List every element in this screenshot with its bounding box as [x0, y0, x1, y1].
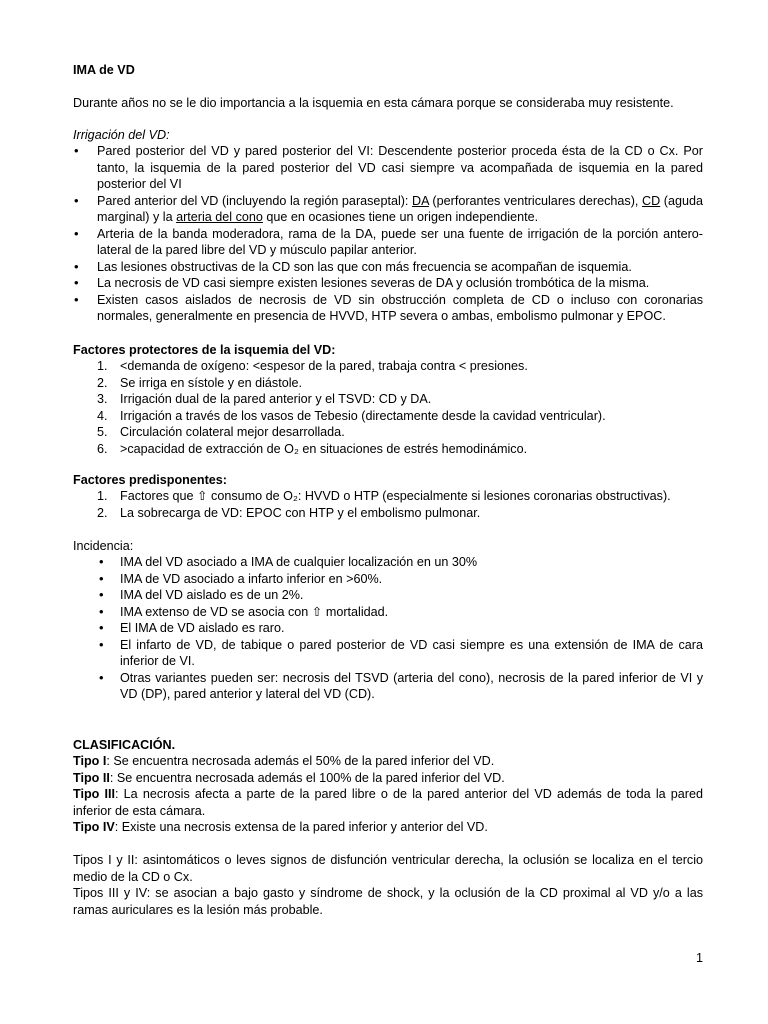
list-item: • Arteria de la banda moderadora, rama de la DA, puede ser una fuente de irrigación de la porción antero-lateral de la pared libre del VD y músculo papilar anterior. — [73, 226, 703, 259]
tipo-entry: Tipo III: La necrosis afecta a parte de la pared libre o de la pared anterior del VD además de toda la pared inferior de esta cámara. — [73, 787, 703, 818]
list-item: • Existen casos aislados de necrosis de VD sin obstrucción completa de CD o incluso con coronarias normales, generalmente en presencia de HVVD, HTP severa o ambas, embolismo pulmonar y EPOC. — [73, 292, 703, 325]
list-item: 5. Circulación colateral mejor desarrollada. — [97, 425, 345, 439]
clasificacion-heading: CLASIFICACIÓN. — [73, 738, 176, 752]
document-title: IMA de VD — [73, 63, 135, 77]
underlined-term: DA — [412, 193, 429, 208]
list-item: • IMA del VD asociado a IMA de cualquier localización en un 30% — [73, 554, 703, 571]
irrigacion-list — [73, 143, 703, 325]
list-item: • El IMA de VD aislado es raro. — [73, 620, 703, 637]
list-item: • Pared anterior del VD (incluyendo la región paraseptal): DA (perforantes ventriculares derechas), CD (aguda marginal) y la arteria del cono que en ocasiones tiene un origen independiente. — [73, 193, 703, 226]
predisponentes-list — [73, 488, 703, 521]
list-item: • El infarto de VD, de tabique o pared posterior de VD casi siempre es una extensión de IMA de cara inferior de VI. — [73, 637, 703, 670]
list-item: • IMA extenso de VD se asocia con ⇧ mortalidad. — [73, 604, 703, 621]
list-item: 3. Irrigación dual de la pared anterior y el TSVD: CD y DA. — [97, 392, 432, 406]
list-item: 4. Irrigación a través de los vasos de Tebesio (directamente desde la cavidad ventricular). — [97, 408, 606, 423]
predisponentes-heading: Factores predisponentes: — [73, 473, 227, 487]
underlined-term: arteria del cono — [176, 210, 263, 224]
list-item: • Las lesiones obstructivas de la CD son las que con más frecuencia se acompañan de isquemia. — [73, 259, 703, 276]
list-item: • Otras variantes pueden ser: necrosis del TSVD (arteria del cono), necrosis de la pared inferior de VI y VD (DP), pared anterior y lateral del VD (CD). — [73, 670, 703, 703]
list-item: 1. Factores que ⇧ consumo de O₂: HVVD o HTP (especialmente si lesiones coronarias obstructivas). — [97, 489, 671, 503]
protectores-list — [73, 358, 703, 457]
underlined-term: CD — [642, 193, 661, 208]
list-item: 2. La sobrecarga de VD: EPOC con HTP y el embolismo pulmonar. — [97, 505, 481, 520]
list-item: 1. <demanda de oxígeno: <espesor de la pared, trabaja contra < presiones. — [97, 359, 528, 373]
intro-paragraph: Durante años no se le dio importancia a la isquemia en esta cámara porque se consideraba muy resistente. — [73, 96, 674, 110]
list-item: • IMA de VD asociado a infarto inferior en >60%. — [73, 571, 703, 588]
incidencia-list — [73, 554, 703, 703]
incidencia-heading: Incidencia: — [73, 539, 134, 553]
tipo-entry: Tipo II: Se encuentra necrosada además el 100% de la pared inferior del VD. — [73, 770, 505, 785]
list-item: 6. >capacidad de extracción de O₂ en situaciones de estrés hemodinámico. — [97, 441, 528, 456]
list-item: • La necrosis de VD casi siempre existen lesiones severas de DA y oclusión trombótica de la misma. — [73, 275, 703, 292]
clasificacion-nota-1: Tipos I y II: asintomáticos o leves signos de disfunción ventricular derecha, la oclusión se localiza en el tercio medio de la CD o Cx. — [73, 853, 703, 884]
tipo-entry: Tipo IV: Existe una necrosis extensa de la pared inferior y anterior del VD. — [73, 820, 488, 834]
clasificacion-nota-2: Tipos III y IV: se asocian a bajo gasto y síndrome de shock, y la oclusión de la CD proximal al VD y/o a las ramas auriculares es la lesión más probable. — [73, 886, 703, 917]
page-number: 1 — [696, 951, 704, 965]
irrigacion-heading: Irrigación del VD: — [73, 128, 170, 142]
list-item: 2. Se irriga en sístole y en diástole. — [97, 375, 303, 390]
clasificacion-tipos — [73, 753, 703, 836]
list-item: • Pared posterior del VD y pared posterior del VI: Descendente posterior proceda ésta de la CD o Cx. Por tanto, la isquemia de la pared posterior del VD casi siempre va acompañada de isquemia en la pared posterior del VI — [73, 143, 703, 193]
tipo-entry: Tipo I: Se encuentra necrosada además el 50% de la pared inferior del VD. — [73, 754, 495, 768]
list-item: • IMA del VD aislado es de un 2%. — [73, 587, 703, 604]
protectores-heading: Factores protectores de la isquemia del VD: — [73, 343, 336, 357]
